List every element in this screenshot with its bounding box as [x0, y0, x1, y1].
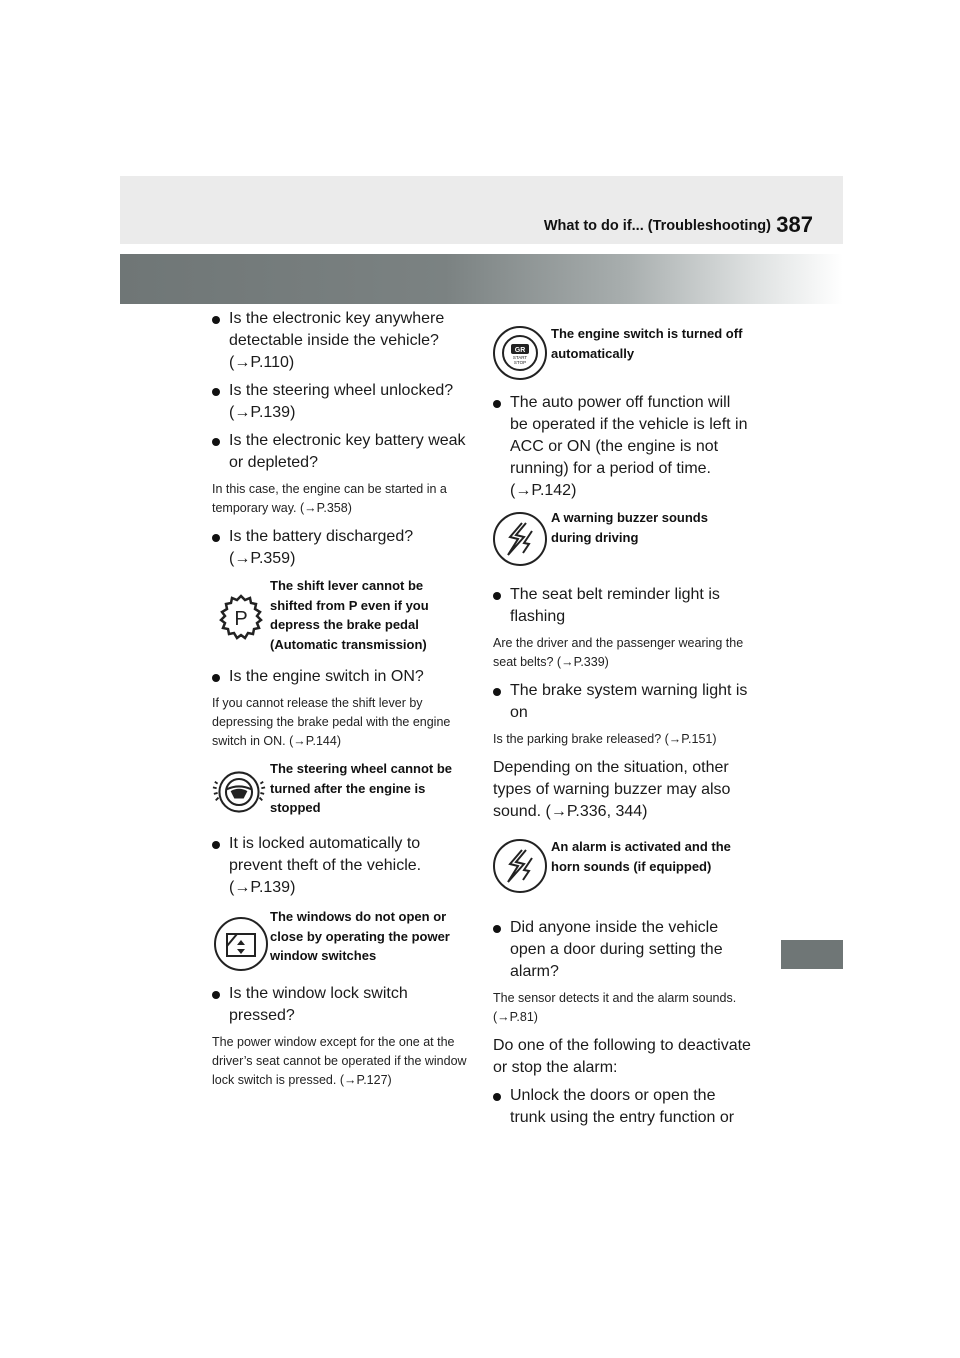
list-item: [212, 833, 468, 899]
list-item: [212, 430, 468, 474]
note-text: The sensor detects it and the alarm sounds. (→P.81): [493, 991, 737, 1024]
item-text: The auto power off function will be operated if the vehicle is left in ACC or ON (the engine is not running) for a period of time. (→P.142): [510, 394, 748, 499]
item-text: Is the electronic key battery weak or depleted?: [229, 432, 466, 471]
page-title: What to do if... (Troubleshooting): [543, 218, 771, 234]
svg-text:STOP: STOP: [513, 360, 527, 365]
list-item: [493, 1085, 751, 1129]
bullet-icon: [493, 925, 501, 933]
trouble-title: A warning buzzer sounds during driving: [551, 510, 708, 545]
list-item: [212, 380, 468, 424]
note-text: In this case, the engine can be started in a temporary way. (→P.358): [212, 482, 447, 515]
bullet-icon: [212, 438, 220, 446]
list-item: [212, 983, 468, 1027]
note-text: If you cannot release the shift lever by depressing the brake pedal with the engine switch in ON. (→P.144): [212, 696, 451, 748]
left-column: [212, 308, 468, 1098]
item-text: Is the window lock switch pressed?: [229, 985, 408, 1024]
bullet-icon: [493, 688, 501, 696]
item-text: Did anyone inside the vehicle open a door during setting the alarm?: [510, 919, 723, 980]
bullet-icon: [212, 316, 220, 324]
engine-start-stop-icon: [493, 326, 547, 380]
shift-lock-letter: P: [234, 608, 248, 630]
note-text: Are the driver and the passenger wearing the seat belts? (→P.339): [493, 636, 744, 669]
item-text: Is the steering wheel unlocked? (→P.139): [229, 382, 454, 421]
trouble-title: An alarm is activated and the horn sounds (if equipped): [551, 839, 731, 874]
list-item: [212, 666, 468, 688]
section-bar: [120, 254, 843, 304]
trouble-title: The engine switch is turned off automatically: [551, 326, 743, 361]
shift-lock-icon: [214, 592, 268, 646]
trouble-heading: [212, 759, 468, 827]
svg-text:GR: GR: [514, 347, 526, 354]
bullet-icon: [212, 841, 220, 849]
right-column: [493, 318, 751, 1135]
body-paragraph: Do one of the following to deactivate or stop the alarm:: [493, 1037, 751, 1076]
trouble-heading: [493, 324, 751, 388]
trouble-heading: [493, 508, 751, 580]
bullet-icon: [212, 674, 220, 682]
trouble-title: The steering wheel cannot be turned after the engine is stopped: [270, 761, 453, 815]
trouble-heading: [212, 576, 468, 662]
body-paragraph: Depending on the situation, other types of warning buzzer may also sound. (→P.336, 344): [493, 759, 731, 820]
note-text: The power window except for the one at the driver’s seat cannot be operated if the window lock switch is pressed. (→P.127): [212, 1035, 467, 1087]
list-item: [212, 526, 468, 570]
bullet-icon: [212, 534, 220, 542]
svg-text:START: START: [512, 355, 528, 360]
steering-wheel-icon: [212, 765, 266, 819]
list-item: [212, 308, 468, 374]
bullet-icon: [493, 592, 501, 600]
bullet-icon: [212, 991, 220, 999]
list-item: [493, 392, 751, 502]
note-text: Is the parking brake released? (→P.151): [493, 732, 717, 746]
trouble-title: The windows do not open or close by operating the power window switches: [270, 909, 450, 963]
trouble-heading: [212, 907, 468, 979]
list-item: [493, 584, 751, 628]
item-text: Unlock the doors or open the trunk using the entry function or: [510, 1087, 735, 1126]
item-text: Is the battery discharged? (→P.359): [229, 528, 414, 567]
trouble-title: The shift lever cannot be shifted from P even if you depress the brake pedal (Automatic transmission): [270, 578, 429, 652]
power-window-icon: [214, 917, 268, 971]
item-text: Is the electronic key anywhere detectable inside the vehicle? (→P.110): [229, 310, 445, 371]
item-text: The seat belt reminder light is flashing: [510, 586, 720, 625]
section-tab: [781, 940, 843, 969]
item-text: Is the engine switch in ON?: [229, 668, 424, 685]
list-item: [493, 917, 751, 983]
bullet-icon: [493, 1093, 501, 1101]
item-text: It is locked automatically to prevent theft of the vehicle. (→P.139): [229, 835, 422, 896]
trouble-heading: [493, 837, 751, 913]
item-text: The brake system warning light is on: [510, 682, 748, 721]
bullet-icon: [212, 388, 220, 396]
page-number: 387: [776, 212, 813, 237]
alarm-icon: [493, 839, 547, 893]
warning-buzzer-icon: [493, 512, 547, 566]
list-item: [493, 680, 751, 724]
bullet-icon: [493, 400, 501, 408]
